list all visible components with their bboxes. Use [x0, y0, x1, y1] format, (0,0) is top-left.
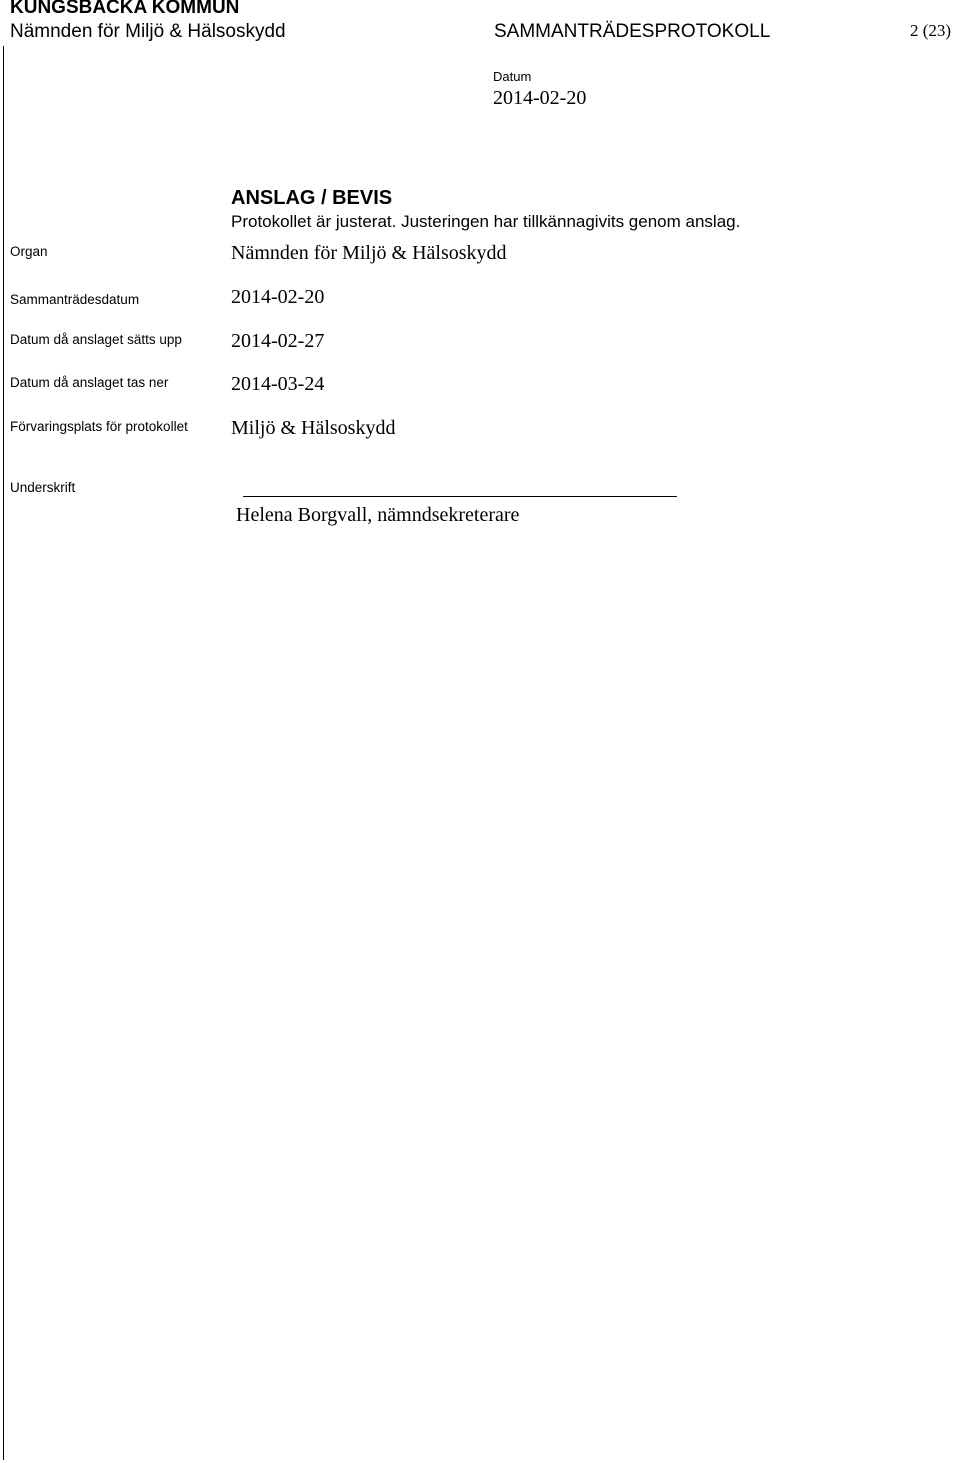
date-label: Datum: [493, 69, 532, 84]
notice-statement: Protokollet är justerat. Justeringen har tillkännagivits genom anslag.: [231, 212, 741, 231]
storage-label: Förvaringsplats för protokollet: [10, 419, 188, 434]
meeting-date-value: 2014-02-20: [231, 286, 325, 308]
removed-date-value: 2014-03-24: [231, 373, 325, 395]
document-type: SAMMANTRÄDESPROTOKOLL: [494, 21, 771, 42]
page-number: 2 (23): [910, 21, 952, 40]
signer-name: Helena Borgvall, nämndsekreterare: [236, 504, 520, 526]
signature-label: Underskrift: [10, 480, 76, 495]
storage-value: Miljö & Hälsoskydd: [231, 417, 396, 439]
date-value: 2014-02-20: [493, 87, 587, 109]
committee-header: Nämnden för Miljö & Hälsoskydd: [10, 21, 286, 42]
left-margin-rule: [3, 46, 4, 1460]
notice-title: ANSLAG / BEVIS: [231, 187, 393, 209]
removed-date-label: Datum då anslaget tas ner: [10, 375, 169, 390]
organization-name: KUNGSBACKA KOMMUN: [10, 0, 240, 18]
posted-date-value: 2014-02-27: [231, 330, 325, 352]
meeting-date-label: Sammanträdesdatum: [10, 292, 140, 307]
posted-date-label: Datum då anslaget sätts upp: [10, 332, 182, 347]
organ-value: Nämnden för Miljö & Hälsoskydd: [231, 242, 507, 264]
signature-line: [243, 496, 677, 497]
organ-label: Organ: [10, 244, 48, 259]
